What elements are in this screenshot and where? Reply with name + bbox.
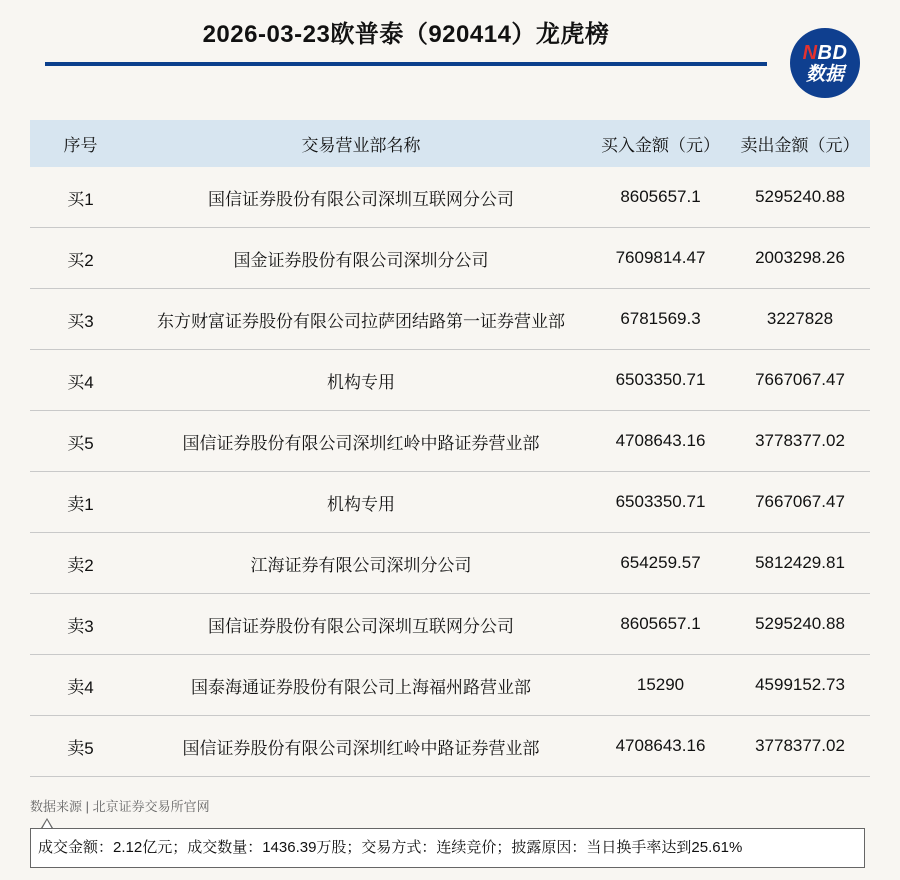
row-sell-amount: 3778377.02 — [755, 431, 845, 450]
table-row — [30, 289, 870, 350]
row-buy-amount: 8605657.1 — [620, 187, 701, 206]
row-broker-name: 国泰海通证券股份有限公司上海福州路营业部 — [191, 677, 531, 697]
table-header — [30, 120, 870, 167]
row-broker-name: 国金证券股份有限公司深圳分公司 — [233, 250, 489, 270]
row-buy-amount: 7609814.47 — [615, 248, 706, 267]
row-sell-amount: 5812429.81 — [755, 553, 845, 572]
row-broker-name: 机构专用 — [327, 494, 395, 514]
row-buy-amount: 8605657.1 — [620, 614, 701, 633]
title-underline — [45, 62, 767, 66]
header-serial: 序号 — [63, 136, 98, 155]
row-serial: 买5 — [67, 433, 94, 453]
row-sell-amount: 7667067.47 — [755, 370, 845, 389]
row-sell-amount: 7667067.47 — [755, 492, 845, 511]
row-buy-amount: 4708643.16 — [615, 736, 706, 755]
row-serial: 买3 — [67, 311, 94, 331]
row-serial: 卖3 — [67, 616, 94, 636]
table-row — [30, 716, 870, 777]
table-row — [30, 655, 870, 716]
table-row — [30, 411, 870, 472]
row-buy-amount: 6503350.71 — [615, 370, 706, 389]
row-broker-name: 东方财富证券股份有限公司拉萨团结路第一证券营业部 — [157, 311, 565, 331]
row-buy-amount: 15290 — [636, 675, 685, 694]
row-buy-amount: 6503350.71 — [615, 492, 706, 511]
row-broker-name: 国信证券股份有限公司深圳红岭中路证券营业部 — [182, 433, 540, 453]
row-serial: 卖1 — [67, 494, 94, 514]
row-broker-name: 国信证券股份有限公司深圳互联网分公司 — [208, 189, 514, 209]
logo-n-letter: N — [802, 41, 818, 64]
row-sell-amount: 5295240.88 — [755, 614, 845, 633]
page-title: 2026-03-23欧普泰（920414）龙虎榜 — [202, 21, 610, 48]
row-buy-amount: 654259.57 — [620, 553, 701, 572]
row-broker-name: 机构专用 — [327, 372, 395, 392]
row-broker-name: 国信证券股份有限公司深圳互联网分公司 — [208, 616, 514, 636]
header-sell-amount: 卖出金额（元） — [740, 136, 860, 155]
table-row — [30, 594, 870, 655]
logo-subtext: 数据 — [805, 63, 844, 85]
table-row — [30, 167, 870, 228]
data-source: 数据来源 | 北京证券交易所官网 — [30, 799, 210, 814]
row-serial: 卖4 — [67, 677, 94, 697]
table-row — [30, 533, 870, 594]
trade-summary: 成交金额：2.12亿元；成交数量：1436.39万股；交易方式：连续竞价；披露原因：当日换手率达到25.61% — [30, 828, 865, 868]
row-broker-name: 国信证券股份有限公司深圳红岭中路证券营业部 — [182, 738, 540, 758]
table-row — [30, 228, 870, 289]
table-row — [30, 472, 870, 533]
row-serial: 卖2 — [67, 555, 94, 575]
logo-wordmark — [803, 43, 848, 63]
row-sell-amount: 5295240.88 — [755, 187, 845, 206]
header-broker-name: 交易营业部名称 — [301, 136, 421, 155]
row-sell-amount: 3227828 — [766, 309, 834, 328]
table-row — [30, 350, 870, 411]
row-broker-name: 江海证券有限公司深圳分公司 — [250, 555, 472, 575]
row-buy-amount: 6781569.3 — [620, 309, 701, 328]
row-serial: 买2 — [67, 250, 94, 270]
row-serial: 买1 — [67, 189, 94, 209]
row-buy-amount: 4708643.16 — [615, 431, 706, 450]
table-body — [30, 167, 870, 777]
row-serial: 买4 — [67, 372, 94, 392]
nbd-logo — [790, 28, 860, 98]
logo-bd-letters: BD — [817, 41, 848, 64]
header-buy-amount: 买入金额（元） — [601, 136, 720, 155]
row-serial: 卖5 — [67, 738, 94, 758]
dragon-tiger-table — [30, 120, 870, 777]
row-sell-amount: 4599152.73 — [755, 675, 845, 694]
row-sell-amount: 2003298.26 — [755, 248, 845, 267]
row-sell-amount: 3778377.02 — [755, 736, 845, 755]
